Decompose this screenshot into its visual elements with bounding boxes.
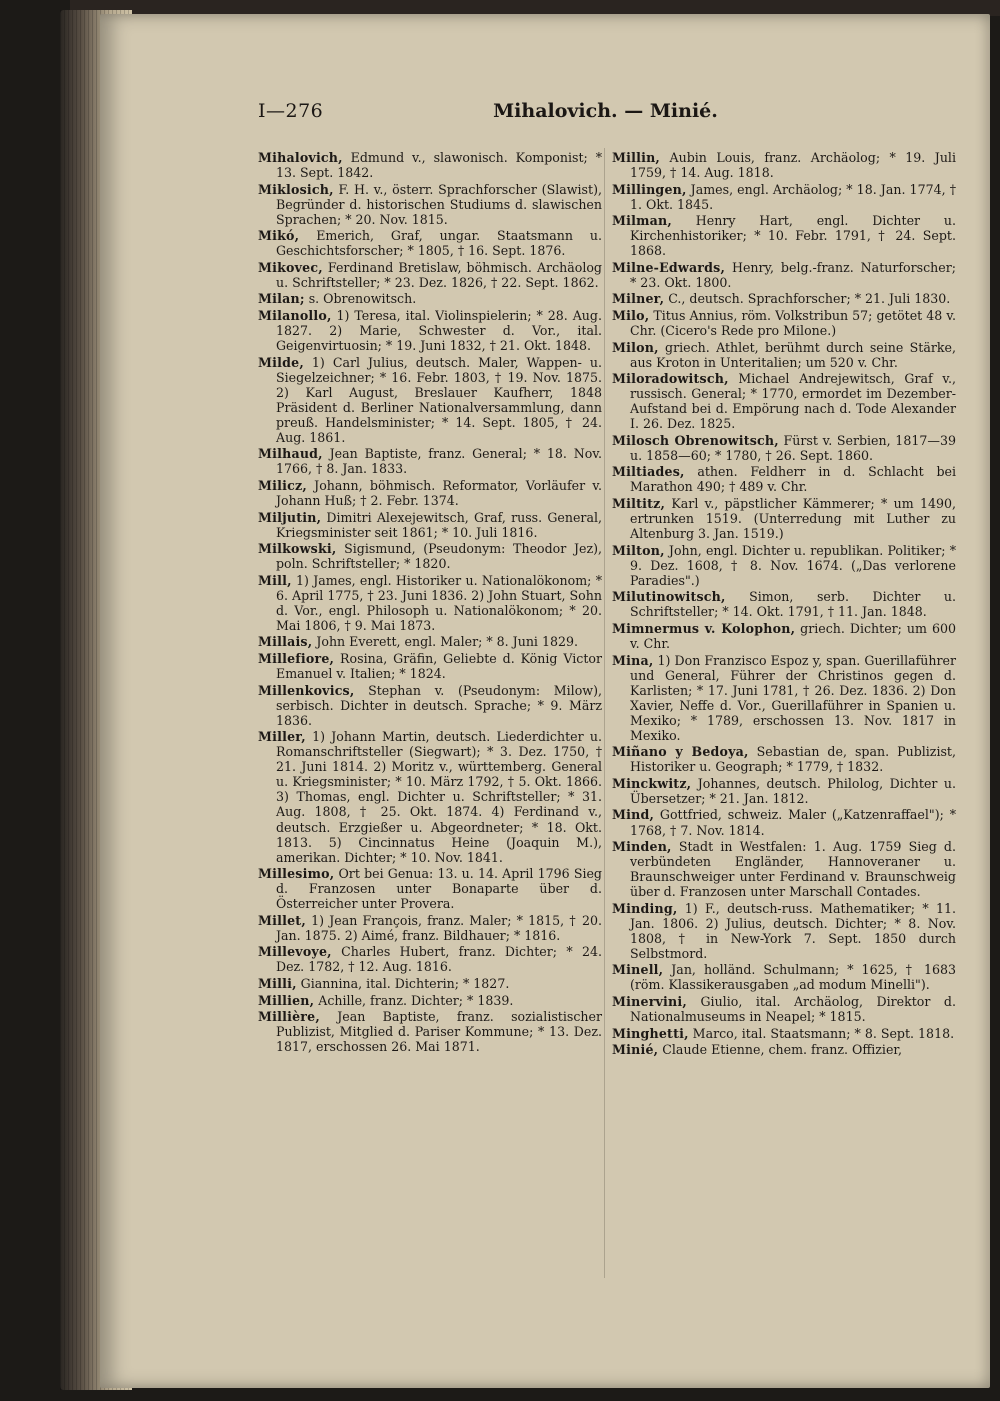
- dictionary-entry: [612, 589, 956, 619]
- column-divider: [604, 148, 605, 1278]
- entry-headword: Millais,: [258, 634, 313, 650]
- entry-text: Henry Hart, engl. Dichter u. Kirchenhistoriker; * 10. Febr. 1791, † 24. Sept. 1868.: [630, 213, 956, 259]
- entry-headword: Milkowski,: [258, 541, 337, 557]
- dictionary-entry: [258, 510, 602, 540]
- entry-text: Johannes, deutsch. Philolog, Dichter u. Übersetzer; * 21. Jan. 1812.: [630, 775, 956, 806]
- entry-text: Fürst v. Serbien, 1817—39 u. 1858—60; * 1780, † 26. Sept. 1860.: [630, 432, 956, 463]
- dictionary-entry: [612, 776, 956, 806]
- dictionary-entry: [612, 182, 956, 212]
- entry-headword: Mina,: [612, 652, 654, 668]
- dictionary-entry: [258, 291, 602, 306]
- entry-headword: Minding,: [612, 900, 678, 916]
- dictionary-entry: [612, 308, 956, 338]
- entry-text: Jean Baptiste, franz. sozialistischer Publizist, Mitglied d. Pariser Kommune; * 13. Dez. 1817, erschossen 26. Mai 1871.: [276, 1009, 602, 1055]
- entry-headword: Milan;: [258, 291, 305, 307]
- entry-headword: Milde,: [258, 354, 304, 370]
- dictionary-entry: [612, 291, 956, 306]
- entry-text: Stadt in Westfalen: 1. Aug. 1759 Sieg d. verbündeten Engländer, Hannoveraner u. Braunschweiger unter Ferdinand v. Braunschweig über d. Franzosen unter Marschall Contades.: [630, 839, 956, 900]
- dictionary-entry: [258, 260, 602, 290]
- entry-text: John Everett, engl. Maler; * 8. Juni 1829.: [312, 634, 579, 650]
- entry-headword: Miklosich,: [258, 181, 334, 197]
- dictionary-entry: [258, 573, 602, 633]
- dictionary-entry: [258, 541, 602, 571]
- dictionary-entry: [612, 962, 956, 992]
- entry-headword: Millingen,: [612, 181, 687, 197]
- entry-headword: Milon,: [612, 339, 659, 355]
- entry-text: Gottfried, schweiz. Maler („Katzenraffael"); * 1768, † 7. Nov. 1814.: [630, 807, 956, 838]
- entry-headword: Millet,: [258, 912, 306, 928]
- entry-headword: Milne-Edwards,: [612, 259, 726, 275]
- entry-text: Simon, serb. Dichter u. Schriftsteller; * 14. Okt. 1791, † 11. Jan. 1848.: [630, 589, 956, 620]
- entry-text: Stephan v. (Pseudonym: Milow), serbisch. Dichter in deutsch. Sprache; * 9. März 1836.: [276, 682, 602, 728]
- entry-headword: Milton,: [612, 542, 665, 558]
- dictionary-entry: [258, 228, 602, 258]
- entry-headword: Minden,: [612, 839, 672, 855]
- entry-headword: Miloradowitsch,: [612, 371, 729, 387]
- entry-text: athen. Feldherr in d. Schlacht bei Marathon 490; † 489 v. Chr.: [630, 464, 956, 495]
- entry-text: Ferdinand Bretislaw, böhmisch. Archäolog u. Schriftsteller; * 23. Dez. 1826, † 22. Sept. 1862.: [276, 259, 602, 290]
- dictionary-entry: [258, 634, 602, 649]
- entry-text: 1) Johann Martin, deutsch. Liederdichter u. Romanschriftsteller (Siegwart); * 3. Dez. 1750, † 21. Juni 1814. 2) Moritz v., württemberg. General u. Kriegsminister; * 10. März 1792, † 5. Okt. 1866. 3) Thomas, engl. Dichter u. Schriftsteller; * 31. Aug. 1808, † 25. Okt. 1874. 4) Ferdinand v., deutsch. Erzgießer u. Abgeordneter; * 18. Okt. 1813. 5) Cincinnatus Heine (Joaquin M.), amerikan. Dichter; * 10. Nov. 1841.: [276, 729, 602, 865]
- left-column: [258, 150, 602, 1056]
- dictionary-entry: [612, 839, 956, 899]
- entry-text: Charles Hubert, franz. Dichter; * 24. Dez. 1782, † 12. Aug. 1816.: [276, 944, 602, 975]
- dictionary-entry: [258, 355, 602, 445]
- entry-headword: Miltiades,: [612, 464, 685, 480]
- dictionary-entry: [258, 1009, 602, 1054]
- entry-text: Emerich, Graf, ungar. Staatsmann u. Geschichtsforscher; * 1805, † 16. Sept. 1876.: [276, 228, 602, 259]
- entry-headword: Miller,: [258, 729, 306, 745]
- entry-text: Achille, franz. Dichter; * 1839.: [314, 992, 514, 1008]
- entry-headword: Millefiore,: [258, 651, 335, 666]
- entry-text: Jan, holländ. Schulmann; * 1625, † 1683 (röm. Klassikerausgaben „ad modum Minelli").: [630, 962, 956, 993]
- entry-text: Johann, böhmisch. Reformator, Vorläufer v. Johann Huß; † 2. Febr. 1374.: [276, 477, 602, 509]
- entry-text: Sigismund, (Pseudonym: Theodor Jez), poln. Schriftsteller; * 1820.: [276, 541, 602, 572]
- entry-headword: Mikó,: [258, 228, 300, 244]
- entry-headword: Milo,: [612, 307, 650, 323]
- dictionary-entry: [612, 1042, 956, 1057]
- dictionary-entry: [612, 340, 956, 370]
- dictionary-entry: [612, 1026, 956, 1041]
- dictionary-entry: [258, 478, 602, 508]
- entry-text: 1) James, engl. Historiker u. Nationalökonom; * 6. April 1775, † 23. Juni 1836. 2) John Stuart, Sohn d. Vor., engl. Philosoph u. Nationalökonom; * 20. Mai 1806, † 9. Mai 1873.: [276, 572, 602, 633]
- entry-text: Giulio, ital. Archäolog, Direktor d. Nationalmuseums in Neapel; * 1815.: [630, 994, 956, 1025]
- entry-headword: Millenkovics,: [258, 682, 355, 698]
- dictionary-entry: [258, 683, 602, 728]
- dictionary-entry: [612, 371, 956, 431]
- entry-text: 1) F., deutsch-russ. Mathematiker; * 11. Jan. 1806. 2) Julius, deutsch. Dichter; * 8. Nov. 1808, † in New-York 7. Sept. 1850 durch Selbstmord.: [630, 900, 956, 961]
- dictionary-entry: [258, 913, 602, 943]
- dictionary-entry: [612, 807, 956, 837]
- entry-text: Marco, ital. Staatsmann; * 8. Sept. 1818.: [688, 1025, 955, 1041]
- dictionary-entry: [612, 496, 956, 541]
- entry-headword: Mill,: [258, 572, 292, 588]
- entry-headword: Millevoye,: [258, 944, 332, 960]
- dictionary-entry: [258, 729, 602, 864]
- dictionary-entry: [258, 651, 602, 681]
- entry-headword: Mind,: [612, 807, 655, 823]
- entry-text: Ort bei Genua: 13. u. 14. April 1796 Sieg d. Franzosen unter Bonaparte über d. Österreicher unter Provera.: [276, 866, 602, 912]
- entry-headword: Milutinowitsch,: [612, 589, 726, 605]
- dictionary-entry: [258, 446, 602, 476]
- entry-headword: Minervini,: [612, 994, 687, 1010]
- entry-headword: Milicz,: [258, 477, 307, 493]
- page-header: [258, 100, 953, 130]
- entry-headword: Millin,: [612, 150, 661, 165]
- entry-text: Giannina, ital. Dichterin; * 1827.: [296, 975, 510, 991]
- entry-headword: Milanollo,: [258, 307, 332, 323]
- dictionary-entry: [612, 213, 956, 258]
- entry-headword: Mikovec,: [258, 259, 323, 275]
- entry-headword: Minghetti,: [612, 1025, 689, 1041]
- dictionary-entry: [258, 944, 602, 974]
- entry-headword: Millière,: [258, 1009, 320, 1025]
- entry-headword: Milli,: [258, 975, 297, 991]
- entry-headword: Miljutin,: [258, 509, 322, 525]
- entry-text: griech. Dichter; um 600 v. Chr.: [630, 620, 956, 651]
- entry-headword: Millesimo,: [258, 866, 335, 882]
- dictionary-entry: [258, 866, 602, 911]
- entry-text: Titus Annius, röm. Volkstribun 57; getötet 48 v. Chr. (Cicero's Rede pro Milone.): [630, 307, 956, 339]
- dictionary-entry: [258, 993, 602, 1008]
- entry-headword: Millien,: [258, 992, 315, 1008]
- entry-text: C., deutsch. Sprachforscher; * 21. Juli 1830.: [664, 291, 951, 307]
- entry-text: 1) Don Franzisco Espoz y, span. Guerillaführer und General, Führer der Christinos gegen d. Karlisten; * 17. Juni 1781, † 26. Dez. 1836. 2) Don Xavier, Neffe d. Vor., Guerillaführer in Spanien u. Mexiko; * 1789, erschossen 13. Nov. 1817 in Mexiko.: [630, 652, 956, 743]
- dictionary-entry: [612, 150, 956, 180]
- dictionary-entry: [612, 433, 956, 463]
- entry-text: John, engl. Dichter u. republikan. Politiker; * 9. Dez. 1608, † 8. Nov. 1674. („Das verlorene Paradies".): [630, 542, 956, 588]
- dictionary-entry: [612, 744, 956, 774]
- entry-text: Jean Baptiste, franz. General; * 18. Nov. 1766, † 8. Jan. 1833.: [276, 446, 602, 477]
- dictionary-entry: [258, 976, 602, 991]
- entry-headword: Minell,: [612, 962, 664, 978]
- right-column: [612, 150, 956, 1059]
- dictionary-entry: [612, 653, 956, 743]
- entry-text: griech. Athlet, berühmt durch seine Stärke, aus Kroton in Unteritalien; um 520 v. Chr.: [630, 339, 956, 370]
- entry-text: F. H. v., österr. Sprachforscher (Slawist), Begründer d. historischen Studiums d. slawischen Sprachen; * 20. Nov. 1815.: [276, 181, 602, 227]
- dictionary-entry: [258, 182, 602, 227]
- entry-text: Edmund v., slawonisch. Komponist; * 13. Sept. 1842.: [276, 150, 602, 181]
- entry-text: Sebastian de, span. Publizist, Historiker u. Geograph; * 1779, † 1832.: [630, 744, 956, 775]
- entry-headword: Minié,: [612, 1042, 659, 1058]
- entry-headword: Milhaud,: [258, 446, 323, 462]
- entry-headword: Milner,: [612, 291, 665, 307]
- entry-text: Claude Etienne, chem. franz. Offizier,: [658, 1042, 903, 1058]
- dictionary-entry: [258, 150, 602, 180]
- entry-text: Karl v., päpstlicher Kämmerer; * um 1490, ertrunken 1519. (Unterredung mit Luther zu Altenburg 3. Jan. 1519.): [630, 496, 956, 542]
- running-title: Mihalovich. — Minié.: [493, 100, 718, 122]
- entry-text: 1) Jean François, franz. Maler; * 1815, † 20. Jan. 1875. 2) Aimé, franz. Bildhauer; * 1816.: [276, 912, 602, 943]
- page-number: I—276: [258, 100, 324, 122]
- entry-headword: Mimnermus v. Kolophon,: [612, 620, 796, 636]
- dictionary-entry: [612, 260, 956, 290]
- entry-headword: Milman,: [612, 213, 672, 229]
- entry-headword: Minckwitz,: [612, 775, 692, 791]
- entry-text: 1) Teresa, ital. Violinspielerin; * 28. Aug. 1827. 2) Marie, Schwester d. Vor., ital. Geigenvirtuosin; * 19. Juni 1832, † 21. Okt. 1848.: [276, 307, 602, 354]
- entry-headword: Milosch Obrenowitsch,: [612, 432, 779, 448]
- entry-headword: Mihalovich,: [258, 150, 343, 165]
- dictionary-entry: [612, 994, 956, 1024]
- entry-text: Aubin Louis, franz. Archäolog; * 19. Juli 1759, † 14. Aug. 1818.: [630, 150, 956, 181]
- dictionary-entry: [612, 621, 956, 651]
- dictionary-entry: [612, 543, 956, 588]
- entry-headword: Miñano y Bedoya,: [612, 744, 749, 760]
- dictionary-entry: [612, 464, 956, 494]
- dictionary-entry: [612, 901, 956, 961]
- entry-text: James, engl. Archäolog; * 18. Jan. 1774, † 1. Okt. 1845.: [630, 181, 956, 212]
- entry-text: 1) Carl Julius, deutsch. Maler, Wappen- u. Siegelzeichner; * 16. Febr. 1803, † 19. Nov. 1875. 2) Karl August, Breslauer Kaufherr, 1848 Präsident d. Berliner Nationalversammlung, dann preuß. Handelsminister; * 14. Sept. 1805, † 24. Aug. 1861.: [276, 354, 602, 445]
- entry-text: Dimitri Alexejewitsch, Graf, russ. General, Kriegsminister seit 1861; * 10. Juli 1816.: [276, 509, 602, 540]
- entry-text: Henry, belg.-franz. Naturforscher; * 23. Okt. 1800.: [630, 259, 956, 290]
- entry-text: s. Obrenowitsch.: [304, 291, 417, 307]
- entry-text: Michael Andrejewitsch, Graf v., russisch. General; * 1770, ermordet im Dezember-Aufstand bei d. Empörung nach d. Tode Alexander I. 26. Dez. 1825.: [630, 371, 956, 432]
- dictionary-entry: [258, 308, 602, 353]
- entry-headword: Miltitz,: [612, 496, 666, 512]
- entry-text: Rosina, Gräfin, Geliebte d. König Victor Emanuel v. Italien; * 1824.: [276, 651, 602, 682]
